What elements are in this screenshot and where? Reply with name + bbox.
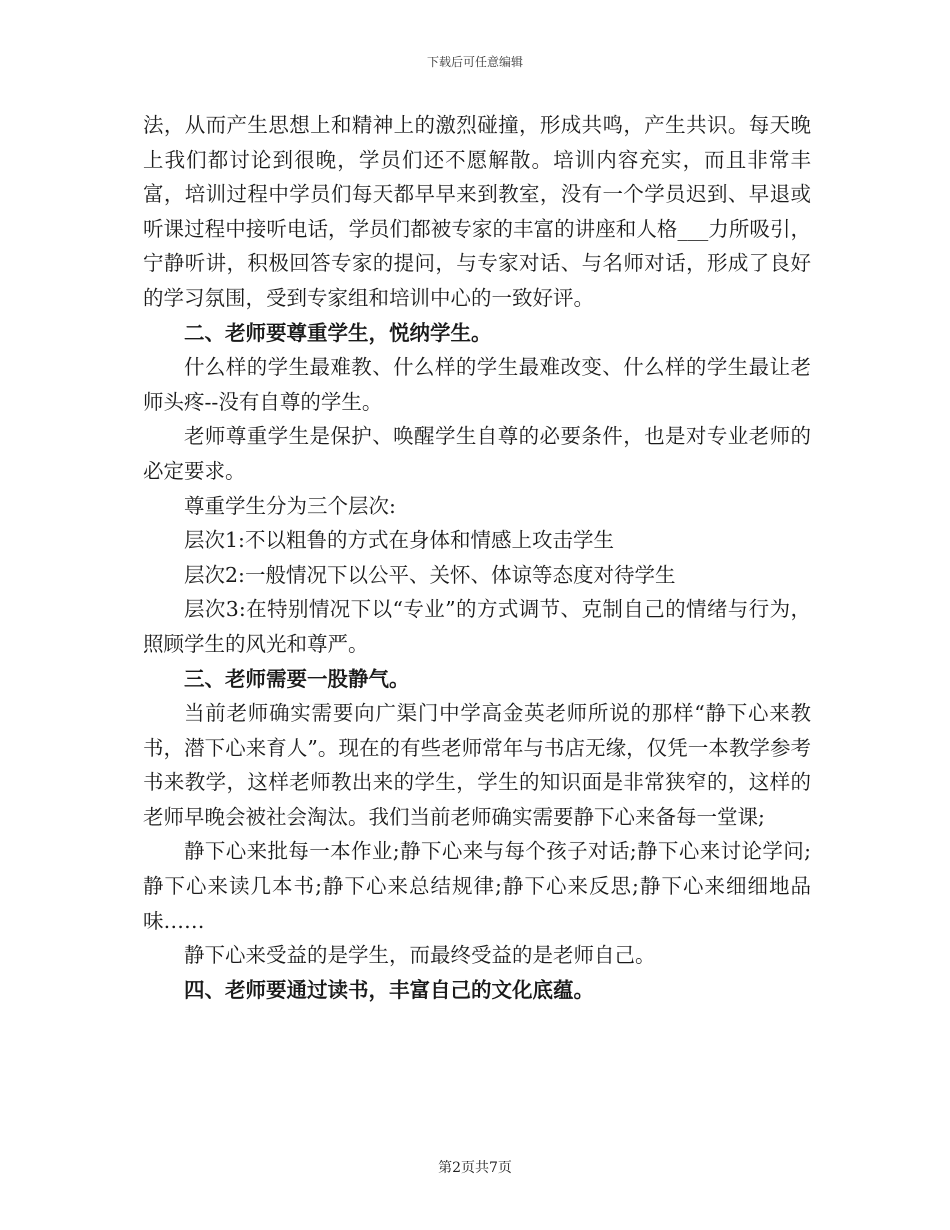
section-heading-2: 二、老师要尊重学生，悦纳学生。 — [184, 320, 492, 345]
paragraph-7: 静下心来受益的是学生，而最终受益的是老师自己。 — [184, 943, 656, 968]
level-1: 层次1:不以粗鲁的方式在身体和情感上攻击学生 — [184, 528, 614, 553]
paragraph-3: 老师尊重学生是保护、唤醒学生自尊的必要条件，也是对专业老师的必定要求。 — [143, 424, 811, 483]
page-header: 下载后可任意编辑 — [426, 55, 523, 69]
page-number: 第2页共7页 — [438, 1160, 512, 1176]
paragraph-6: 静下心来批每一本作业;静下心来与每个孩子对话;静下心来讨论学问;静下心来读几本书;静下心来总结规律;静下心来反思;静下心来细细地品味…… — [143, 839, 811, 933]
paragraph-1: 法，从而产生思想上和精神上的激烈碰撞，形成共鸣，产生共识。每天晚上我们都讨论到很晚，学员们还不愿解散。培训内容充实，而且非常丰富，培训过程中学员们每天都早早来到教室，没有一个学员迟到、早退或听课过程中接听电话，学员们都被专家的丰富的讲座和人格___力所吸引，宁静听讲，积极回答专家的提问，与专家对话、与名师对话，形成了良好的学习氛围，受到专家组和培训中心的一致好评。 — [143, 113, 811, 310]
section-heading-3: 三、老师需要一股静气。 — [184, 666, 410, 691]
paragraph-5: 当前老师确实需要向广渠门中学高金英老师所说的那样“静下心来教书，潜下心来育人”。现在的有些老师常年与书店无缘，仅凭一本教学参考书来教学，这样老师教出来的学生，学生的知识面是非常狭窄的，这样的老师早晚会被社会淘汰。我们当前老师确实需要静下心来备每一堂课; — [143, 701, 811, 829]
paragraph-4: 尊重学生分为三个层次: — [184, 493, 396, 518]
document-body — [143, 108, 811, 1007]
section-heading-4: 四、老师要通过读书，丰富自己的文化底蕴。 — [184, 977, 594, 1002]
level-3: 层次3:在特别情况下以“专业”的方式调节、克制自己的情绪与行为，照顾学生的风光和尊严。 — [143, 597, 811, 656]
level-2: 层次2:一般情况下以公平、关怀、体谅等态度对待学生 — [184, 562, 676, 587]
paragraph-2: 什么样的学生最难教、什么样的学生最难改变、什么样的学生最让老师头疼--没有自尊的学生。 — [143, 355, 811, 414]
